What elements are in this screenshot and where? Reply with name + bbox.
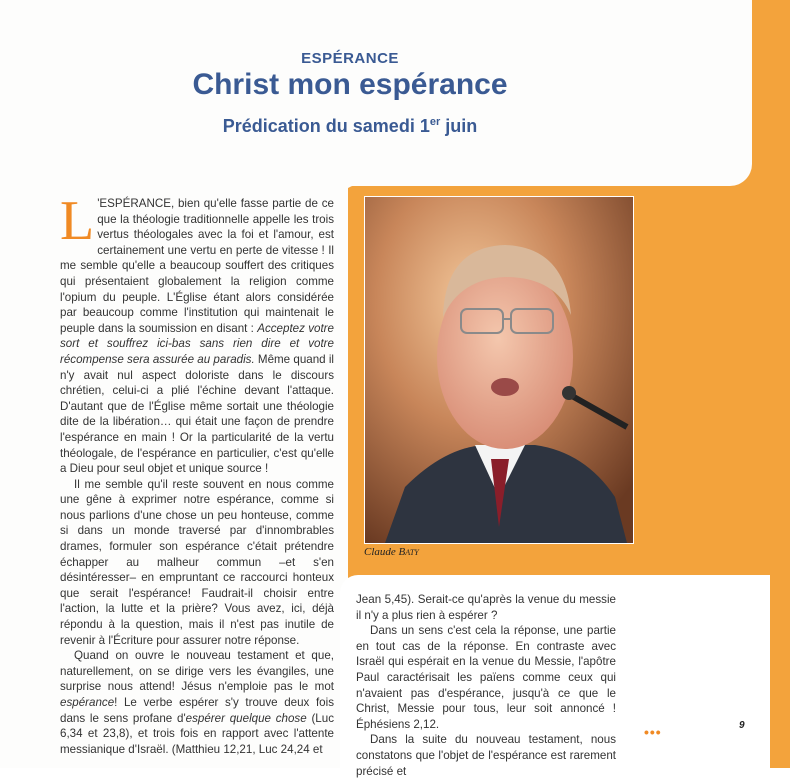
paragraph-3: Quand on ouvre le nouveau testament et que, naturellement, on se dirige vers les évangiles, une surprise nous attend! Jésus n'emploie pas le mot espérance! Le verbe espérer s'y trouve deux fois dans le sens profane d'espérer quelque chose (Luc 6,34 et 23,8), et trois fois en rapport avec l'attente messianique d'Israël. (Matthieu 12,21, Luc 24,24 et bbox=[60, 649, 334, 756]
photo-caption: Claude Baty bbox=[364, 546, 419, 558]
article-column-left bbox=[60, 190, 334, 757]
paragraph-4: Jean 5,45). Serait-ce qu'après la venue du messie il n'y a plus rien à espérer ? bbox=[356, 593, 616, 622]
paragraph-5: Dans un sens c'est cela la réponse, une partie en tout cas de la réponse. En contraste avec Israël qui espérait en la venue du Messie, l'apôtre Paul caractérisait les païens comme ceux qui n'avaient pas d'espérance, jusqu'à ce que le Christ, Messie pour tous, leur soit annoncé ! Éphésiens 2,12. bbox=[356, 624, 616, 731]
paragraph-6: Dans la suite du nouveau testament, nous constatons que l'objet de l'espérance est rarement précisé et bbox=[356, 733, 616, 778]
page-title: Christ mon espérance bbox=[192, 68, 508, 101]
portrait-photo bbox=[364, 196, 634, 544]
paragraph-1: L 'ESPÉRANCE, bien qu'elle fasse partie de ce que la théologie traditionnelle appelle les trois vertus théologales avec la foi et l'amour, est certainement une vertu en perte de vitesse ! Il me semble qu'elle a beaucoup souffert des critiques qui présentaient globalement la religion comme l'opium du peuple. L'Église étant alors considérée par beaucoup comme l'institution qui maintenait le peuple dans la soumission en disant : Acceptez votre sort et souffrez ici-bas sans rien dire et votre récompense sera assurée au paradis. Même quand il n'y avait nul aspect doloriste dans le discours chrétien, celui-ci a plié l'échine devant l'attaque. D'autant que de l'Église même sortait une théologie dite de la libération… qui était une façon de prendre l'espérance en main ! Or la particularité de la vertu théologale, de l'espérance en particulier, c'est qu'elle a Dieu pour seul objet et unique source ! bbox=[60, 190, 334, 476]
section-kicker: ESPÉRANCE bbox=[301, 50, 399, 67]
continue-marker: ••• bbox=[644, 724, 662, 740]
article-column-right bbox=[356, 592, 616, 779]
page-number: 9 bbox=[739, 720, 745, 731]
portrait-illustration bbox=[365, 197, 633, 543]
drop-cap: L bbox=[60, 190, 95, 252]
paragraph-2: Il me semble qu'il reste souvent en nous comme une gêne à exprimer notre espérance, comme si nous parlions d'une chose un peu honteuse, comme si dans un monde traversé par d'innombrables drames, formuler son espérance c'était prétendre échapper au malheur commun –et s'en désintéresser– en empruntant ce raccourci honteux que serait l'espérance! Faudrait-il choisir entre l'action, la lutte et la prière? Vous avez, ici, déjà répondu à la question, mais il n'est pas inutile de revenir à l'Écriture pour assurer notre réponse. bbox=[60, 477, 334, 647]
page-subtitle: Prédication du samedi 1er juin bbox=[222, 116, 478, 136]
